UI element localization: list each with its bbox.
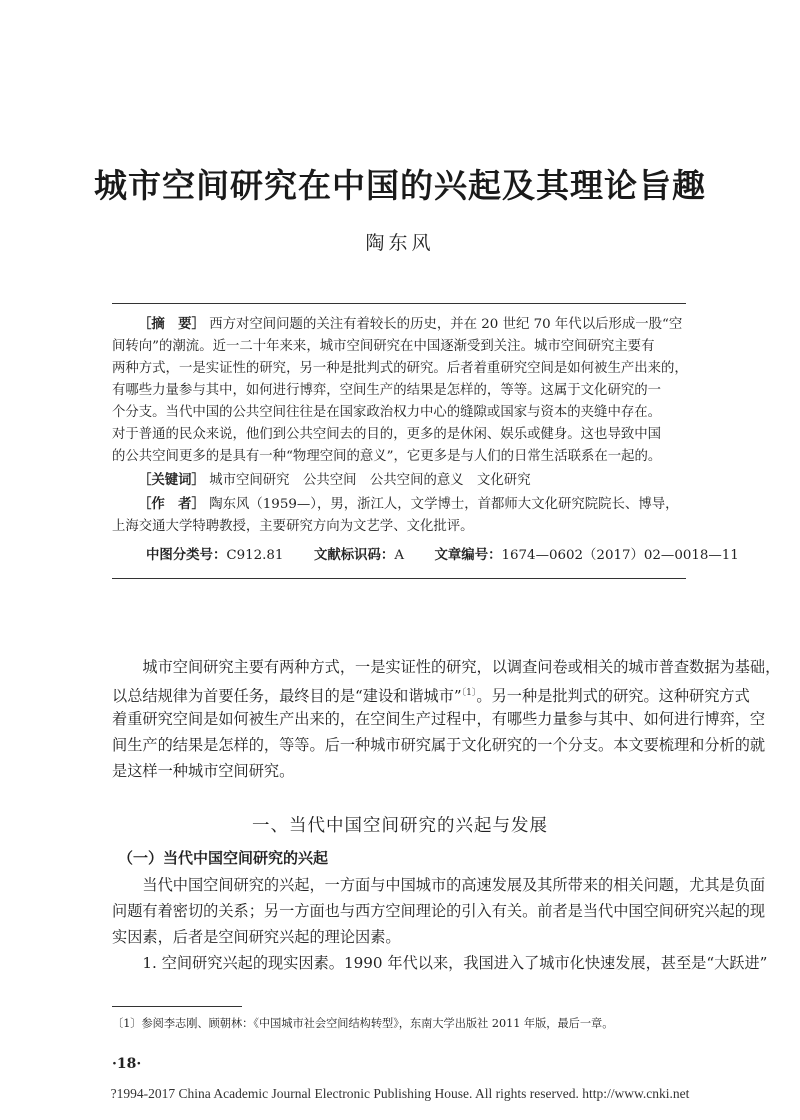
copyright-notice: ?1994-2017 China Academic Journal Electronic Publishing House. All rights reserved. http://www.cnki.net: [110, 1086, 690, 1101]
abstract-bottom-rule: [112, 578, 686, 579]
clc-label: 中图分类号：: [146, 548, 227, 563]
abstract-line: 对于普通的民众来说，他们到公共空间去的目的，更多的是休闲、娱乐或健身。这也导致中国: [112, 427, 662, 442]
abstract-label: ［摘 要］: [138, 317, 205, 332]
body-line: 是这样一种城市空间研究。: [112, 762, 295, 780]
article-number-label: 文章编号：: [434, 548, 502, 563]
author-info-label: ［作 者］: [138, 497, 205, 512]
body-line: 城市空间研究主要有两种方式，一是实证性的研究，以调查问卷或相关的城市普查数据为基础，: [112, 658, 781, 676]
body-line: 间生产的结果是怎样的，等等。后一种城市研究属于文化研究的一个分支。本文要梳理和分析的就: [112, 736, 766, 754]
body-line: 以总结规律为首要任务，最终目的是“建设和谐城市”$^{〔1〕}$。另一种是批判式的研究。这种研究方式: [112, 687, 750, 706]
article-number-value: 1674—0602（2017）02—0018—11: [501, 548, 739, 563]
footnote-rule: [112, 1006, 242, 1007]
clc-value: C912.81: [226, 548, 284, 563]
keywords-text: 城市空间研究 公共空间 公共空间的意义 文化研究: [209, 473, 531, 488]
abstract-line: ［摘 要］ 西方对空间问题的关注有着较长的历史，并在 20 世纪 70 年代以后形成一股“空: [138, 317, 683, 332]
footnote: 〔1〕参阅李志刚、顾朝林：《中国城市社会空间结构转型》，东南大学出版社 2011 年版，最后一章。: [112, 1017, 614, 1030]
author-info-line: 上海交通大学特聘教授，主要研究方向为文艺学、文化批评。: [112, 519, 474, 534]
article-title: 城市空间研究在中国的兴起及其理论旨趣: [94, 166, 706, 205]
abstract-line: 有哪些力量参与其中，如何进行博弈，空间生产的结果是怎样的，等等。这属于文化研究的一: [112, 383, 662, 398]
body-line: 实因素，后者是空间研究兴起的理论因素。: [112, 928, 401, 946]
abstract-line: 个分支。当代中国的公共空间往往是在国家政治权力中心的缝隙或国家与资本的夹缝中存在。: [112, 405, 662, 420]
classification-line: [146, 545, 739, 567]
author-info-line: ［作 者］ 陶东风（1959—），男，浙江人，文学博士，首都师大文化研究院院长、博导，: [138, 497, 679, 512]
abstract-line: 两种方式，一是实证性的研究，另一种是批判式的研究。后者着重研究空间是如何被生产出来的，: [112, 361, 688, 376]
keywords-line: [112, 470, 686, 492]
abstract-top-rule: [112, 303, 686, 304]
abstract-line: 间转向”的潮流。近一二十年来来，城市空间研究在中国逐渐受到关注。城市空间研究主要有: [112, 339, 655, 354]
doc-code-value: A: [394, 548, 404, 563]
body-line: 当代中国空间研究的兴起，一方面与中国城市的高速发展及其所带来的相关问题，尤其是负面: [112, 876, 766, 894]
body-line: 着重研究空间是如何被生产出来的，在空间生产过程中，有哪些力量参与其中、如何进行博弈，空: [112, 710, 766, 728]
abstract-line: 的公共空间更多的是具有一种“物理空间的意义”，它更多是与人们的日常生活联系在一起的。: [112, 449, 662, 464]
author-name: 陶东风: [365, 232, 435, 254]
doc-code-label: 文献标识码：: [313, 548, 395, 563]
section-heading: 一、当代中国空间研究的兴起与发展: [252, 816, 548, 836]
subsection-heading: （一）当代中国空间研究的兴起: [118, 849, 329, 867]
body-line: 1. 空间研究兴起的现实因素。1990 年代以来，我国进入了城市化快速发展，甚至是“大跃进”: [112, 954, 768, 972]
page-number: ·18·: [112, 1056, 142, 1072]
body-line: 问题有着密切的关系；另一方面也与西方空间理论的引入有关。前者是当代中国空间研究兴起的现: [112, 902, 766, 920]
footnote-ref[interactable]: 〔1〕: [461, 688, 477, 698]
keywords-label: ［关键词］: [138, 473, 205, 488]
